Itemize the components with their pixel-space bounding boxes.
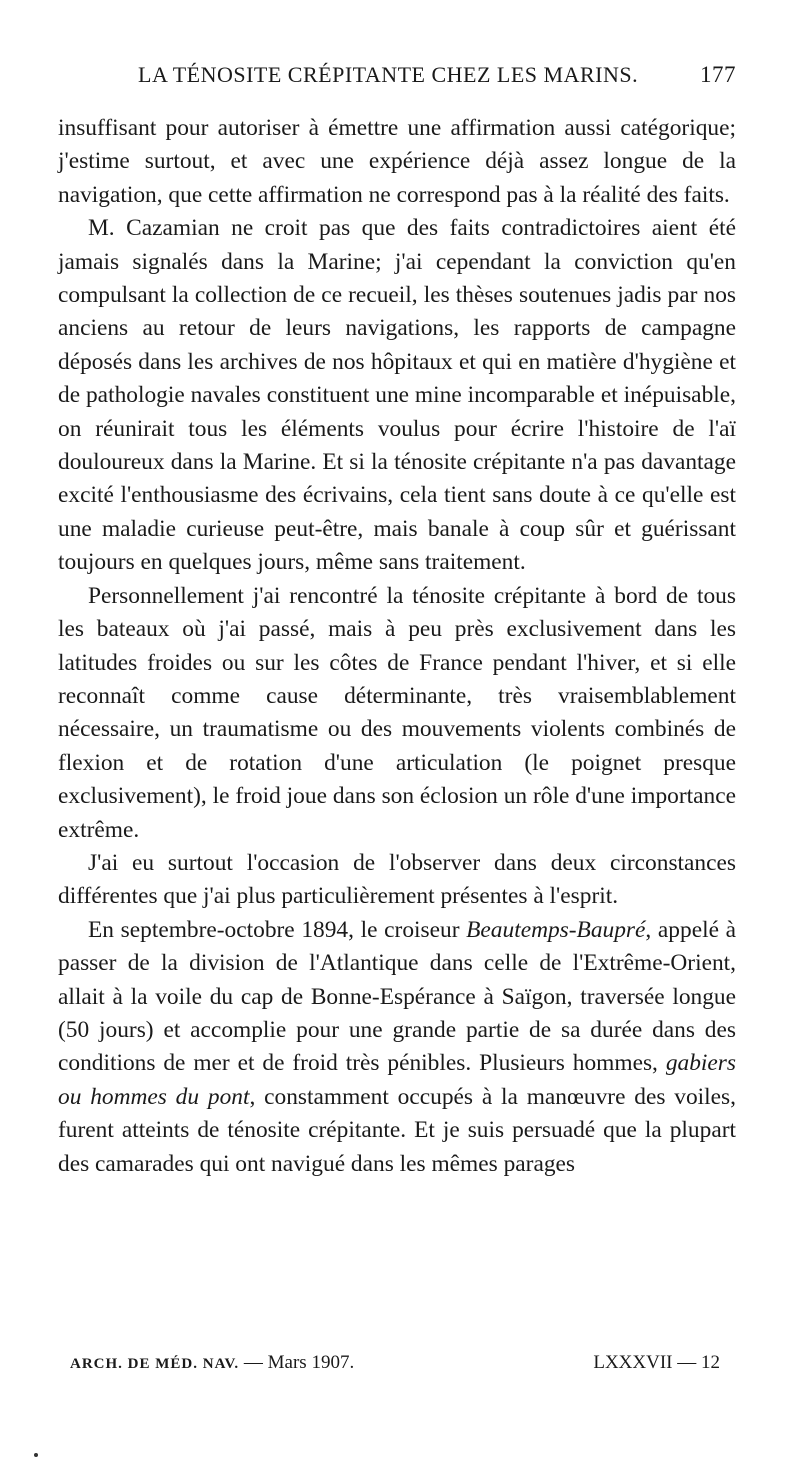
text-run: En septembre-octobre 1894, le croiseur xyxy=(88,916,467,943)
volume-number: LXXXVII xyxy=(593,1352,673,1373)
running-header xyxy=(58,62,736,98)
paragraph-5 xyxy=(58,914,736,1181)
body-text xyxy=(58,112,736,1181)
running-title: LA TÉNOSITE CRÉPITANTE CHEZ LES MARINS. xyxy=(138,62,639,87)
text-run: , constamment occupés à la manœuvre des voiles, furent atteints de ténosite crépitante. Et je suis persuadé que la plupart des camarades qui ont navigué dans les mêmes parages xyxy=(58,1083,736,1177)
text-run: J'ai eu surtout l'occasion de l'observer dans deux circonstances différentes que j'ai plus particulièrement présentes à l'esprit. xyxy=(58,849,736,910)
paragraph-2 xyxy=(58,212,736,579)
crew-role: gabiers ou hommes du pont xyxy=(58,1050,736,1110)
page-number: 177 xyxy=(700,62,736,87)
text-run: M. Cazamian ne croit pas que des faits contradictoires aient été jamais signalés dans la Marine; j'ai cependant la conviction qu'en compulsant la collection de ce recueil, les thèses soutenues jadis par nos anciens au retour de leurs navigations, les rapports de campagne déposés dans les archives de nos hôpitaux et qui en matière d'hygiène et de pathologie navales constituent une mine incomparable et inépuisable, on réunirait tous les éléments voulus pour écrire l'histoire de l'aï douloureux dans la Marine. Et si la ténosite crépitante n'a pas davantage excité l'enthousiasme des écrivains, cela tient sans doute à ce qu'elle est une maladie curieuse peut-être, mais banale à coup sûr et guérissant toujours en quelques jours, même sans traitement. xyxy=(58,215,736,576)
text-run: Personnellement j'ai rencontré la ténosite crépitante à bord de tous les bateaux où j'ai passé, mais à peu près exclusivement dans les latitudes froides ou sur les côtes de France pendant l'hiver, et si elle reconnaît comme cause déterminante, très vraisemblablement nécessaire, un traumatisme ou des mouvements violents combinés de flexion et de rotation d'une articulation (le poignet presque exclusivement), le froid joue dans son éclosion un rôle d'une importance extrême. xyxy=(58,582,736,843)
footer-signature xyxy=(593,1352,720,1374)
footer-citation xyxy=(70,1352,354,1374)
ship-name: Beautemps-Baupré xyxy=(466,916,646,943)
journal-abbrev: ARCH. DE MÉD. NAV. xyxy=(70,1356,240,1372)
page-footer xyxy=(70,1352,720,1382)
text-run: insuffisant pour autoriser à émettre une affirmation aussi catégorique; j'estime surtout, et avec une expérience déjà assez longue de la navigation, que cette affirmation ne correspond pas à la réalité des faits. xyxy=(58,115,736,208)
signature-mark: 12 xyxy=(701,1352,720,1373)
paragraph-1 xyxy=(58,112,736,212)
text-run: , appelé à passer de la division de l'Atlantique dans celle de l'Extrême-Orient, allait à la voile du cap de Bonne-Espérance à Saïgon, traversée longue (50 jours) et accomplie pour une grande partie de sa durée dans des conditions de mer et de froid très pénibles. Plusieurs hommes, xyxy=(58,916,736,1077)
footer-separator: — xyxy=(243,1352,263,1373)
signature-separator: — xyxy=(677,1352,697,1373)
print-speck xyxy=(34,1453,38,1457)
paragraph-3 xyxy=(58,580,736,847)
issue-date: Mars 1907. xyxy=(267,1352,355,1373)
paragraph-4 xyxy=(58,847,736,914)
